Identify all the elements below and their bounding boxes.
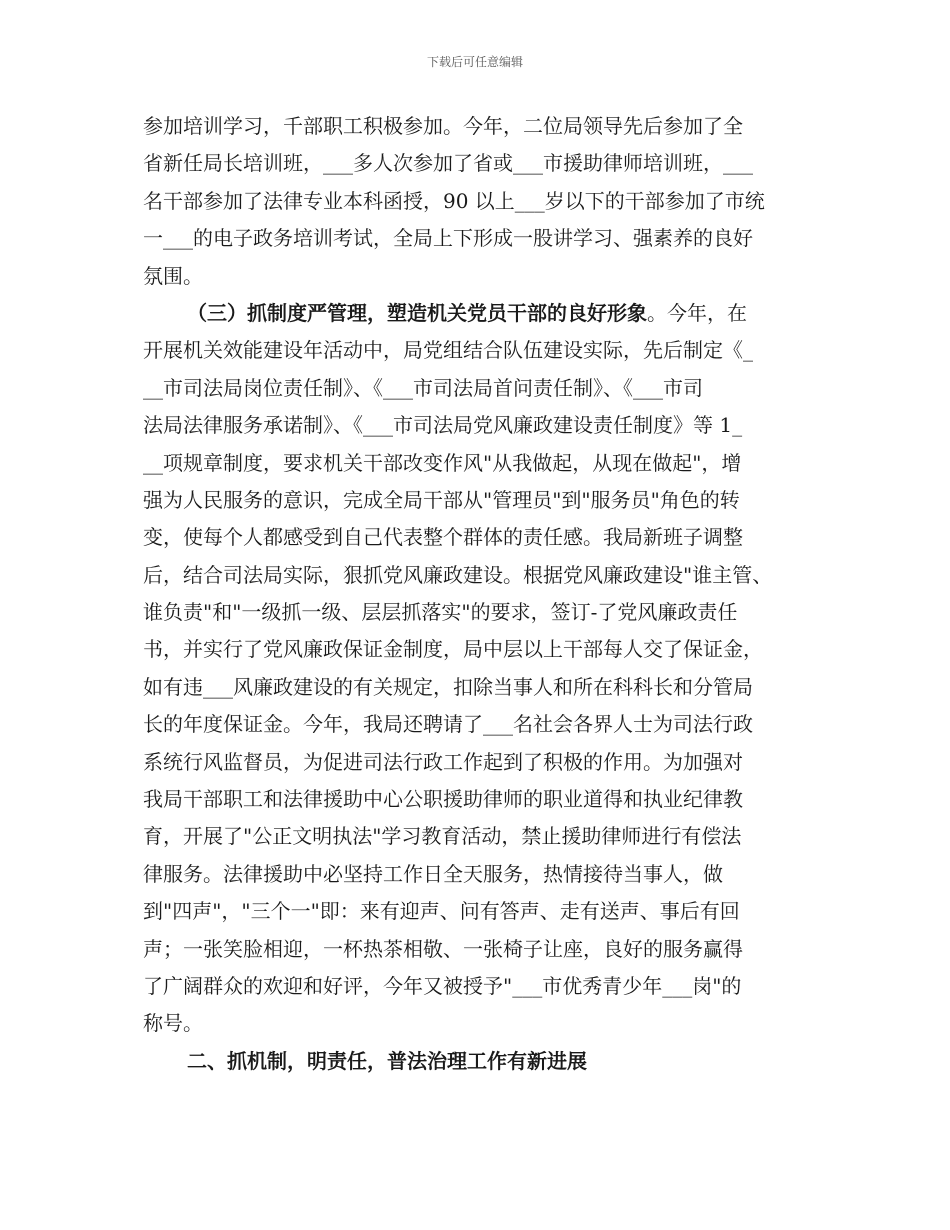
text-line: 名干部参加了法律专业本科函授，90 以上___岁以下的干部参加了市统	[143, 188, 765, 213]
page-header: 下载后可任意编辑	[426, 55, 523, 69]
text-line: __市司法局岗位责任制》、《___市司法局首问责任制》、《___市司	[143, 375, 703, 400]
text-line: 到"四声"，"三个一"即：来有迎声、问有答声、走有送声、事后有回	[143, 899, 740, 924]
section-lead-rest: 。今年，在	[647, 300, 747, 325]
text-line: 强为人民服务的意识，完成全局干部从"管理员"到"服务员"角色的转	[143, 487, 740, 512]
text-line: 后，结合司法局实际，狠抓党风廉政建设。根据党风廉政建设"谁主管、	[143, 562, 773, 587]
text-line: 氛围。	[143, 263, 203, 288]
document-body	[143, 108, 811, 1080]
text-line: 育，开展了"公正文明执法"学习教育活动，禁止援助律师进行有偿法	[143, 824, 742, 849]
text-line: 我局干部职工和法律援助中心公职援助律师的职业道得和执业纪律教	[143, 787, 743, 812]
text-line: 声；一张笑脸相迎，一杯热茶相敬、一张椅子让座，良好的服务赢得	[143, 936, 743, 961]
text-line: 书，并实行了党风廉政保证金制度，局中层以上干部每人交了保证金，	[143, 637, 763, 662]
text-line: 律服务。法律援助中必坚持工作日全天服务，热情接待当事人，做	[143, 861, 723, 886]
paragraph-training	[143, 108, 811, 295]
text-line: 称号。	[143, 1011, 203, 1036]
text-line-first	[143, 295, 811, 332]
text-line: 省新任局长培训班，___多人次参加了省或___市援助律师培训班，___	[143, 151, 753, 176]
paragraph-system-management	[143, 295, 811, 1043]
text-line: 变，使每个人都感受到自己代表整个群体的责任感。我局新班子调整	[143, 525, 743, 550]
text-line: 法局法律服务承诺制》、《___市司法局党风廉政建设责任制度》等 1_	[143, 413, 743, 438]
section-lead-heading: （三）抓制度严管理，塑造机关党员干部的良好形象	[187, 300, 647, 325]
text-line: 长的年度保证金。今年，我局还聘请了___名社会各界人士为司法行政	[143, 712, 753, 737]
text-line: 参加培训学习，千部职工积极参加。今年，二位局领导先后参加了全	[143, 114, 743, 138]
section-heading: 二、抓机制，明责任，普法治理工作有新进展	[187, 1048, 587, 1073]
text-line: 了广阔群众的欢迎和好评，今年又被授予"___市优秀青少年___岗"的	[143, 973, 742, 998]
text-line: 如有违___风廉政建设的有关规定，扣除当事人和所在科科长和分管局	[143, 674, 753, 699]
text-line: __项规章制度，要求机关干部改变作风"从我做起，从现在做起"，增	[143, 450, 742, 475]
text-line: 一___的电子政务培训考试，全局上下形成一股讲学习、强素养的良好	[143, 226, 753, 251]
text-line: 系统行风监督员，为促进司法行政工作起到了积极的作用。为加强对	[143, 749, 743, 774]
text-line: 开展机关效能建设年活动中，局党组结合队伍建设实际，先后制定《_	[143, 338, 753, 363]
text-line: 谁负责"和"一级抓一级、层层抓落实"的要求，签订-了党风廉政责任	[143, 600, 738, 625]
